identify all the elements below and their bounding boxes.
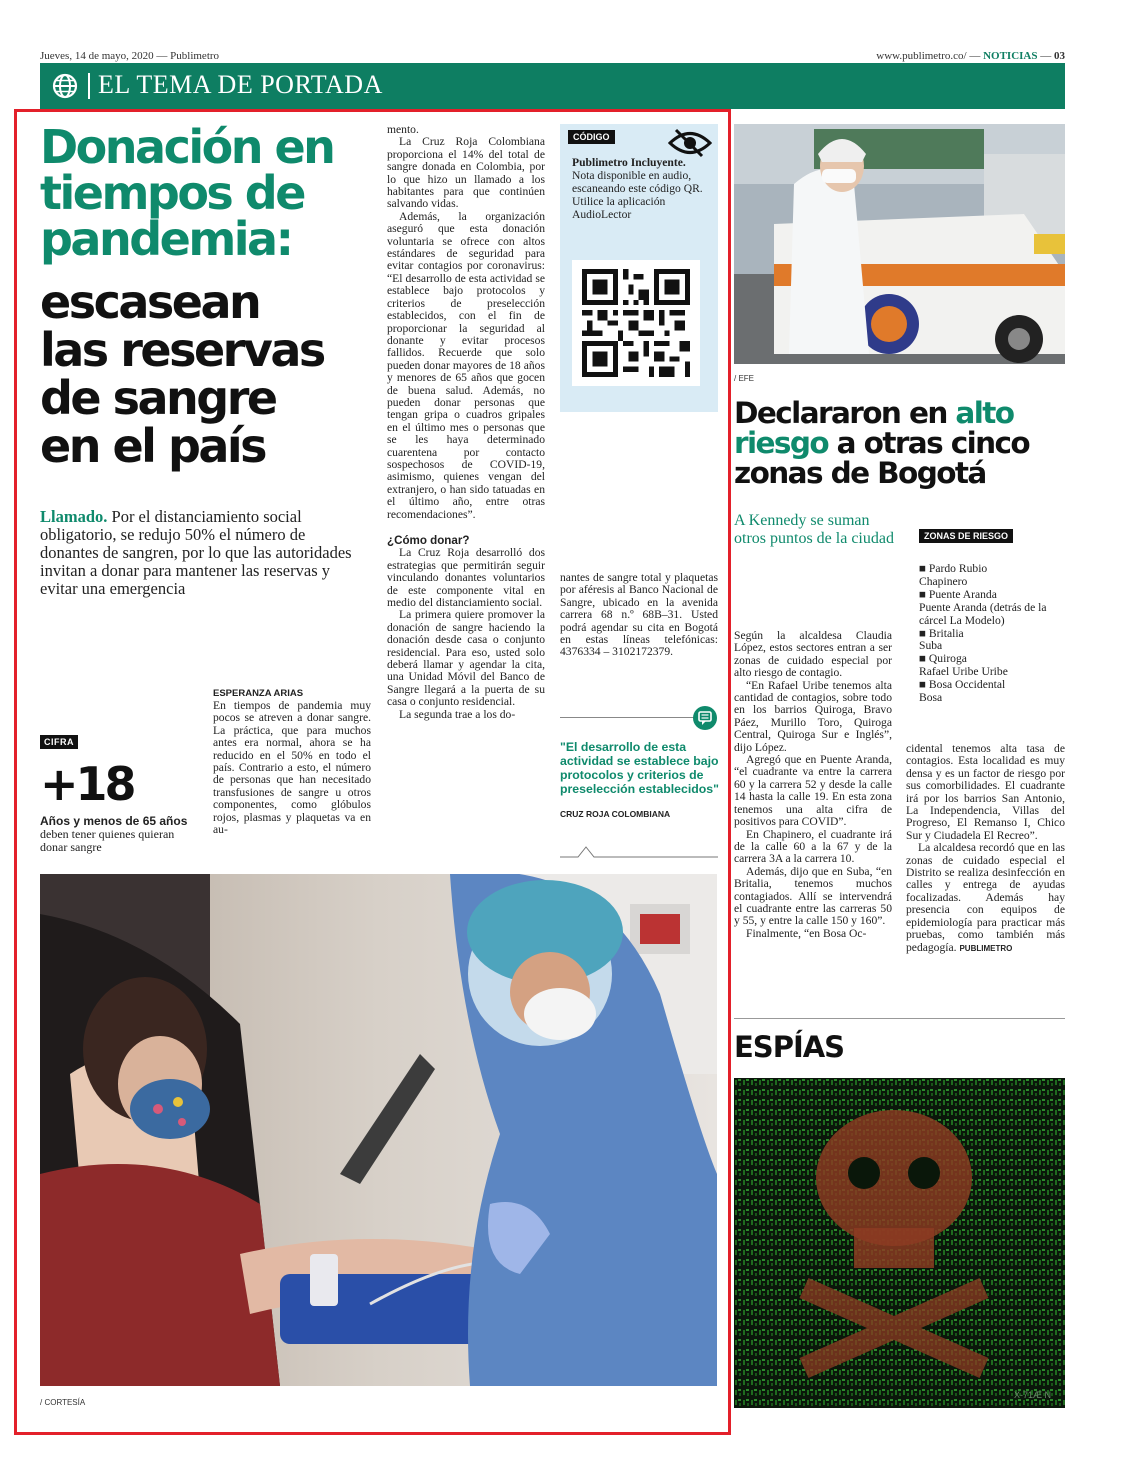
quote-bottom-rule xyxy=(560,843,718,859)
zone-item: ■ Pardo Rubio xyxy=(919,562,988,575)
espias-title: ESPÍAS xyxy=(734,1030,845,1064)
side-col-1: Según la alcaldesa Claudia López, estos sectores entran a ser zonas de cuidado especial por alto riesgo de contagio. “En Rafael Uribe tenemos alta cantidad de contagios, sobre todo en los barrios Quiroga, Bravo Páez, Murillo Toro, Quiroga Central, Quiroga Sur e Inglés”, dijo López. Agregó que en Puente Aranda, “el cuadrante va entre la carrera 60 y la carrera 52 y desde la calle 14 hasta la calle 19. En esta zona tenemos una alta cifra de positivos para COVID”. En Chapinero, el cuadrante irá de la calle 60 a la 67 y de la carrera 3A a la carrera 10. Además, dijo que en Suba, “en Britalia, tenemos muchos contagiados. Allí se intervendrá el cuadrante entre las carreras 50 y 55, y entre la calle 150 y 160”. Finalmente, “en Bosa Oc- xyxy=(734,629,892,940)
zone-item: ■ Bosa Occidental xyxy=(919,678,1006,692)
quote-source: CRUZ ROJA COLOMBIANA xyxy=(560,809,671,819)
zone-item: ■ Britalia xyxy=(919,626,964,640)
qr-code-icon xyxy=(582,269,690,377)
pull-quote: "El desarrollo de esta actividad se establece bajo protocolos y criterios de preselección establecidos" xyxy=(560,740,719,796)
headline-green: Donación en tiempos de pandemia: xyxy=(40,120,334,266)
cifra-tag: CIFRA xyxy=(40,735,78,749)
page-number: 03 xyxy=(1054,50,1065,62)
codigo-box xyxy=(560,124,718,412)
cifra-caption xyxy=(40,815,200,854)
donation-photo xyxy=(40,874,717,1386)
cifra-number: +18 xyxy=(40,757,134,811)
zones-tag: ZONAS DE RIESGO xyxy=(919,529,1013,543)
square-bullet-icon: ■ xyxy=(919,626,927,640)
article-col-2: mento. La Cruz Roja Colombiana proporciona el 14% del total de sangre donada en Colombia, por lo que hizo un llamado a los habitantes para que continúen salvando vidas. Además, la organización aseguró que esta donación voluntaria se ofrece con altos estándares de seguridad para evitar contagios por coronavirus: “El desarrollo de esta actividad se establece bajo protocolos y criterios de preselección establecidos, con el fin de proporcionar la seguridad al donante y evitar procesos fallidos. Recuerde que solo pueden donar mayores de 18 años y menores de 65 años que gocen de buena salud. Además, no pueden donar personas que tengan gripa o cuadros gripales en el último mes o personas que se les haya determinado cuarentena por contacto sospechosos de COVID-19, asimismo, quienes vengan del extranjero, o han sido tatuadas en el último año, entre otras recomendaciones”. ¿Cómo donar? La Cruz Roja desarrolló dos estrategias que permitirán seguir vinculando donantes voluntarios de este componente vital en medio del distanciamiento social. La primera quiere promover la donación de sangre haciendo la donación desde casa o conjunto residencial. Para eso, usted solo deberá llamar y agendar la cita, una Unidad Móvil del Banco de Sangre llegará a la puerta de su casa o conjunto residencial. La segunda trae a los do- xyxy=(387,123,545,721)
square-bullet-icon: ■ xyxy=(919,587,927,601)
civil-defense-photo xyxy=(734,124,1065,364)
codigo-tag: CÓDIGO xyxy=(568,130,615,144)
side-col-2: cidental tenemos alta tasa de contagios. Esta localidad es muy densa y es un factor de riesgo por sus comorbilidades. El cuadrante irá por los barrios San Antonio, La Independencia, Villas del Progreso, El Remanso I, Chico Sur y Ciudadela El Recreo”. La alcaldesa recordó que en las zonas de cuidado especial el Distrito se realiza desinfección en calles y entrega de ayudas focalizadas. Además hay presencia con equipos de epidemiología para practicar más pruebas, como también más pedagogía. PUBLIMETRO xyxy=(906,742,1065,954)
qr-code[interactable] xyxy=(572,260,700,386)
cifra-caption-bold: Años y menos de 65 años xyxy=(40,814,188,828)
civil-defense-photo-credit: / EFE xyxy=(734,374,755,383)
square-bullet-icon: ■ xyxy=(919,678,927,692)
zone-place: Chapinero xyxy=(919,574,968,588)
article-col-1: En tiempos de pandemia muy pocos se atreven a donar sangre. La práctica, que para muchos antes era normal, ahora se ha reducido en el 50% en todo el país. Contrario a esto, el número de personas que han necesitado transfusiones de sangre u otros componentes, como glóbulos rojos, plasmas y plaquetas va en au- xyxy=(213,699,371,837)
zones-box xyxy=(919,524,1065,705)
lede-label: Llamado. xyxy=(40,507,108,526)
side-headline: Declararon en alto riesgo a otras cinco zonas de Bogotá xyxy=(734,396,1030,490)
banner-title: EL TEMA DE PORTADA xyxy=(98,70,383,99)
cifra-caption-rest: deben tener quienes quieran donar sangre xyxy=(40,827,175,854)
speech-bubble-icon xyxy=(692,705,718,735)
byline: ESPERANZA ARIAS xyxy=(213,688,304,699)
donation-photo-credit: / CORTESÍA xyxy=(40,1398,86,1407)
banner-divider xyxy=(88,73,90,99)
page-header-right: www.publimetro.co/ — NOTICIAS — 03 xyxy=(876,50,1065,62)
article-col-3: nantes de sangre total y plaquetas por aféresis al Banco Nacional de Sangre, ubicado en la avenida carrera 68 n.º 68B–31. Usted podrá agendar su cita en Bogotá en estas líneas telefónicas: 4376334 – 3102172379. xyxy=(560,571,718,659)
quote-rule xyxy=(560,717,700,718)
zone-item: ■ Puente Aranda xyxy=(919,587,997,601)
subhead: ¿Cómo donar? xyxy=(387,534,470,547)
square-bullet-icon: ■ xyxy=(919,562,927,575)
lede xyxy=(40,508,360,598)
zone-place: Puente Aranda (detrás de la cárcel La Modelo) xyxy=(919,600,1047,627)
side-deck: A Kennedy se suman otros puntos de la ciudad xyxy=(734,512,894,547)
zone-place: Rafael Uribe Uribe xyxy=(919,665,1008,679)
lede-text: Por el distanciamiento social obligatorio, se redujo 50% el número de donantes de sangren, por lo que las autoridades invitan a donar para mantener las reservas y evitar una emergencia xyxy=(40,507,352,598)
zone-place: Suba xyxy=(919,639,943,653)
square-bullet-icon: ■ xyxy=(919,652,927,666)
codigo-title: Publimetro Incluyente. xyxy=(572,156,686,169)
date-line: Jueves, 14 de mayo, 2020 — Publimetro xyxy=(40,50,220,62)
espias-image-caption: X-71Æ N xyxy=(1013,1390,1051,1400)
codigo-text: Publimetro Incluyente. Nota disponible en audio, escaneando este código QR. Utilice la aplicación AudioLector xyxy=(572,156,703,221)
headline-black: escasean las reservas de sangre en el país xyxy=(40,275,324,473)
cifra-block xyxy=(40,730,200,854)
globe-icon xyxy=(52,73,78,103)
section-banner xyxy=(40,63,1065,109)
zone-place: Bosa xyxy=(919,691,943,705)
espias-rule xyxy=(734,1018,1065,1019)
site-url[interactable]: www.publimetro.co/ xyxy=(876,50,967,62)
zone-item: ■ Quiroga xyxy=(919,652,967,666)
zones-list xyxy=(919,563,1065,705)
section-name: NOTICIAS xyxy=(983,50,1038,62)
espias-image xyxy=(734,1078,1065,1408)
signature: PUBLIMETRO xyxy=(959,943,1013,953)
